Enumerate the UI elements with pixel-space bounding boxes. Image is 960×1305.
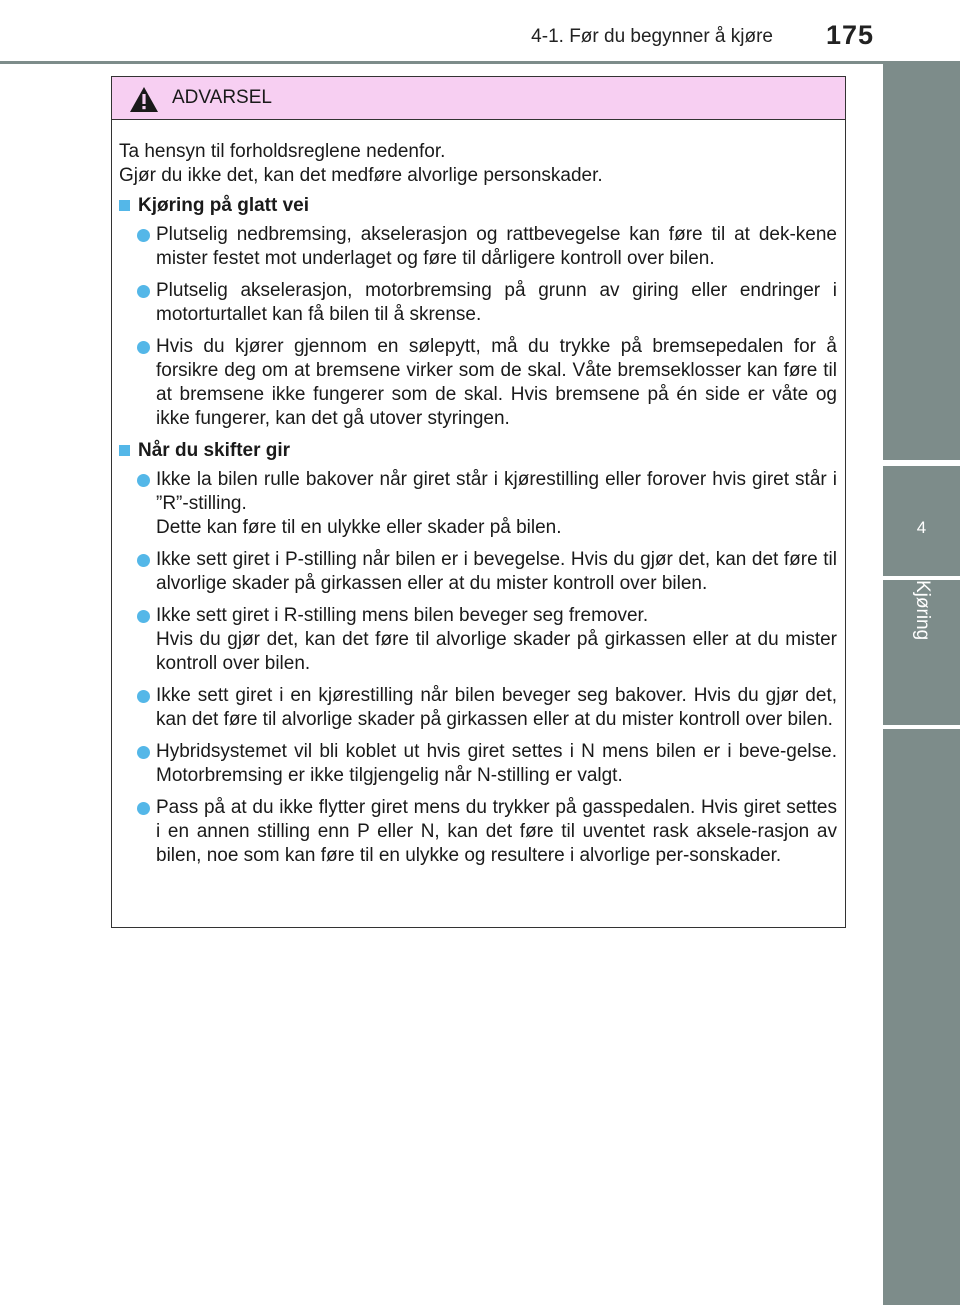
page-number: 175 [826,20,875,50]
round-bullet-icon [137,554,150,567]
round-bullet-icon [137,285,150,298]
round-bullet-icon [137,610,150,623]
list-item-text: Plutselig akselerasjon, motorbremsing på grunn av giring eller endringer i motorturtallet kan få bilen til å skrense. [156,280,837,325]
warning-title: ADVARSEL [172,87,272,108]
list-item-text: Pass på at du ikke flytter giret mens du trykker på gasspedalen. Hvis giret settes i en annen stilling enn P eller N, kan det føre til uventet rask aksele-rasjon av bilen, noe som kan føre til en ulykke og resultere i alvorlige per-sonskader. [156,797,837,866]
warning-intro [119,140,837,188]
warning-header [112,77,845,120]
list-item [119,604,837,676]
list-item [119,223,837,271]
list-item-text: Plutselig nedbremsing, akselerasjon og rattbevegelse kan føre til at dek-kene mister festet mot underlaget og føre til dårligere kontroll over bilen. [156,224,837,269]
list-item-text: Ikke la bilen rulle bakover når giret står i kjørestilling eller forover hvis giret står i ”R”-stilling. [156,469,837,514]
list-item-text: Ikke sett giret i P-stilling når bilen er i bevegelse. Hvis du gjør det, kan det føre til alvorlige skader på girkassen eller at du mister kontroll over bilen. [156,549,837,594]
warning-section [119,439,837,868]
list-item-text: Hvis du gjør det, kan det føre til alvorlige skader på girkassen eller at du mister kontroll over bilen. [156,629,837,674]
round-bullet-icon [137,229,150,242]
intro-line: Ta hensyn til forholdsreglene nedenfor. [119,141,446,162]
square-bullet-icon [119,200,130,211]
list-item [119,468,837,540]
round-bullet-icon [137,746,150,759]
bullet-list [119,223,837,431]
list-item [119,796,837,868]
warning-sections [119,194,837,868]
round-bullet-icon [137,802,150,815]
warning-box [111,76,846,928]
list-item-text: Hybridsystemet vil bli koblet ut hvis giret settes i N mens bilen er i beve-gelse. Motorbremsing er ikke tilgjengelig når N-stilling er valgt. [156,741,837,786]
side-tab-upper [883,64,960,460]
header-divider [0,61,960,64]
warning-triangle-icon [129,86,159,113]
round-bullet-icon [137,474,150,487]
section-title-text: Når du skifter gir [138,440,291,461]
round-bullet-icon [137,341,150,354]
list-item [119,684,837,732]
list-item-text: Dette kan føre til en ulykke eller skader på bilen. [156,517,562,538]
list-item-text: Hvis du kjører gjennom en sølepytt, må du trykke på bremsepedalen for å forsikre deg om at bremsene virker som de skal. Våte bremseklosser kan føre til at bremsene ikke fungerer som de skal. Hvis bremsene på én side er våte og ikke fungerer, kan det gå utover styringen. [156,336,837,429]
warning-body [112,120,845,868]
section-title [119,194,837,218]
warning-section [119,194,837,431]
square-bullet-icon [119,445,130,456]
list-item-text: Ikke sett giret i en kjørestilling når bilen beveger seg bakover. Hvis du gjør det, kan det føre til alvorlige skader på girkassen eller at du mister kontroll over bilen. [156,685,837,730]
round-bullet-icon [137,690,150,703]
section-title-text: Kjøring på glatt vei [138,195,310,216]
side-tab-lower [883,729,960,1305]
intro-line: Gjør du ikke det, kan det medføre alvorlige personskader. [119,165,603,186]
section-heading: 4-1. Før du begynner å kjøre [531,26,773,47]
section-title [119,439,837,463]
bullet-list [119,468,837,868]
chapter-number: 4 [916,518,927,537]
chapter-label: Kjøring [912,580,933,641]
chapter-label-tab[interactable] [883,580,960,725]
list-item [119,548,837,596]
list-item [119,279,837,327]
list-item [119,335,837,431]
list-item-text: Ikke sett giret i R-stilling mens bilen beveger seg fremover. [156,605,649,626]
list-item [119,740,837,788]
chapter-number-tab[interactable] [883,466,960,576]
